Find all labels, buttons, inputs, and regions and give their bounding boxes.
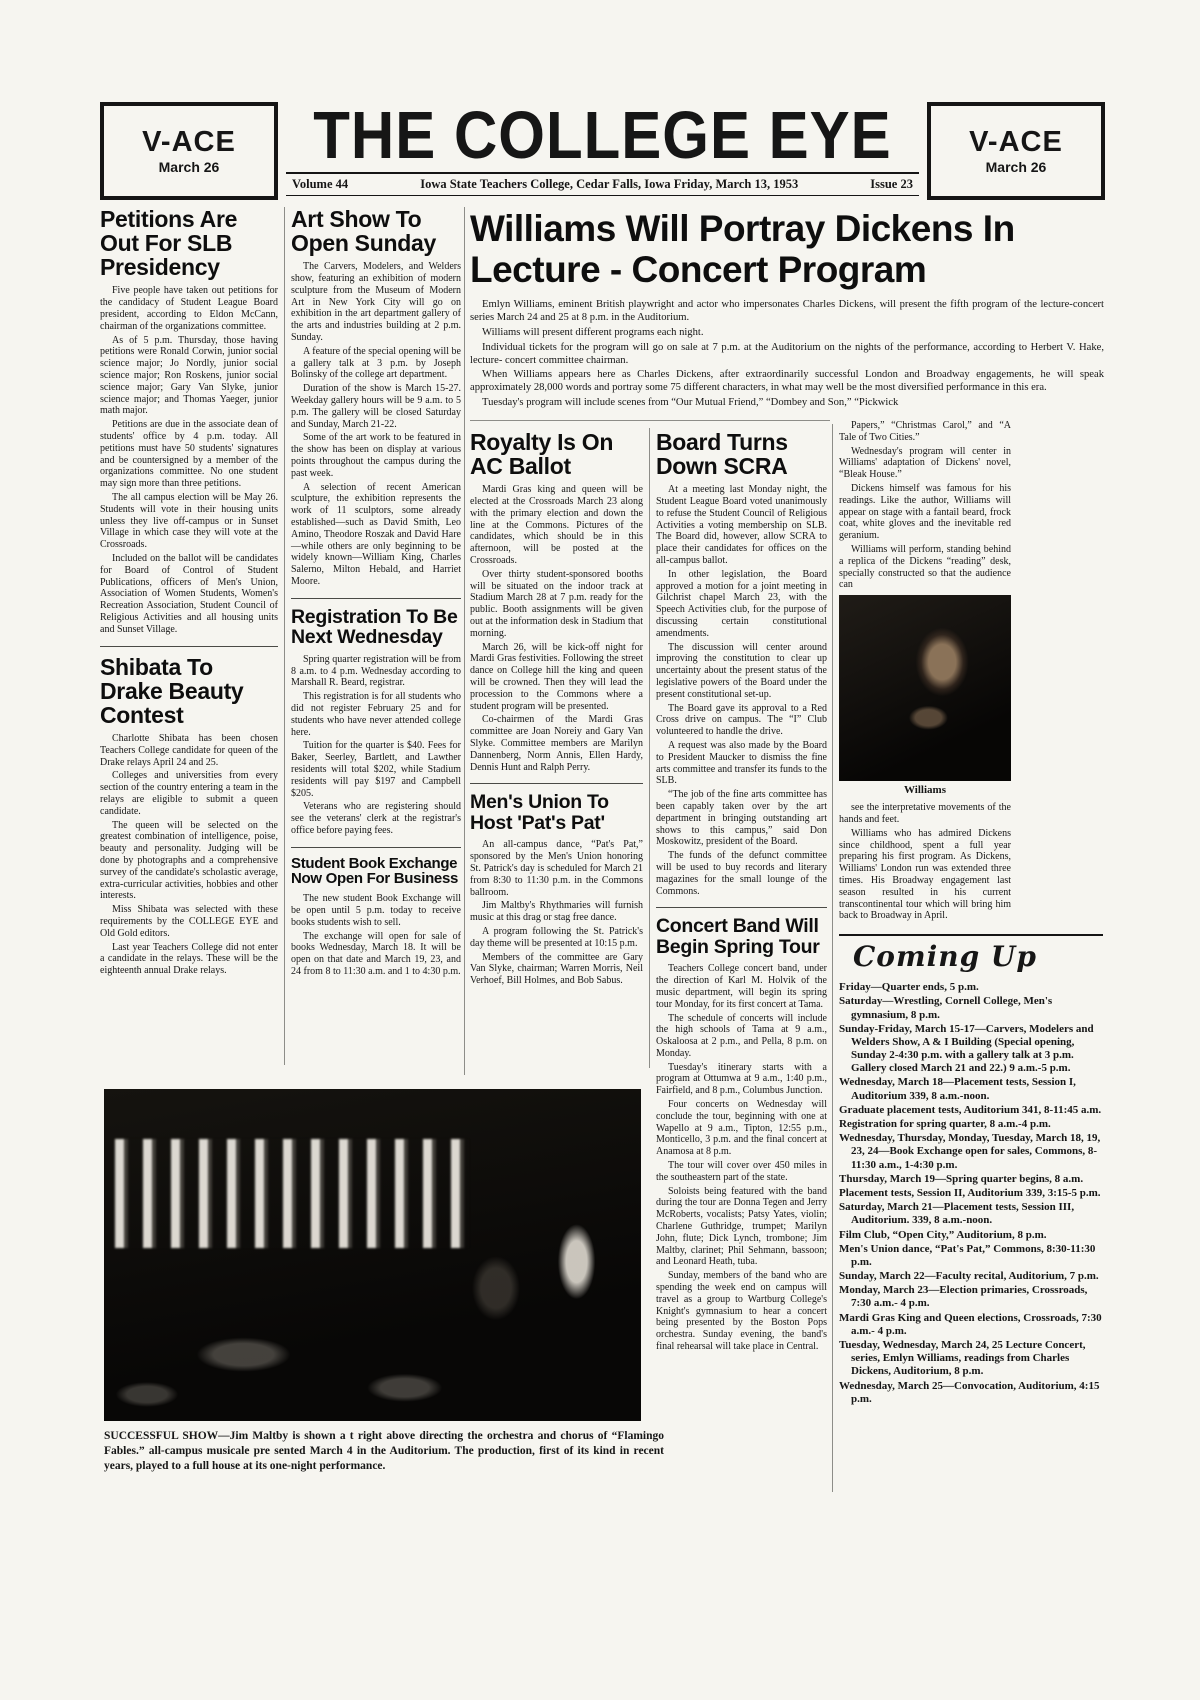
paragraph: Teachers College concert band, under the direction of Karl M. Holvik of the music department, will begin its spring tour Monday, for its first concert at Tama. xyxy=(656,963,827,1010)
article-royalty xyxy=(470,430,643,773)
dateline-bar xyxy=(286,172,919,196)
paragraph: A program following the St. Patrick's day theme will be presented at 10:15 p.m. xyxy=(470,925,643,949)
column-1 xyxy=(100,207,278,979)
coming-up-item: Film Club, “Open City,” Auditorium, 8 p.m. xyxy=(839,1228,1047,1241)
article-concert-band xyxy=(656,907,827,1352)
main-headline: Williams Will Portray Dickens In Lecture - Concert Program xyxy=(470,208,1015,291)
coming-up-item: Sunday, March 22—Faculty recital, Auditorium, 7 p.m. xyxy=(839,1270,1099,1283)
paragraph: Last year Teachers College did not enter a candidate in the relays. These will be the eighteenth annual Drake relays. xyxy=(100,941,278,977)
show-photo-figure xyxy=(104,1089,664,1474)
coming-up-item: Placement tests, Session II, Auditorium 339, 3:15-5 p.m. xyxy=(839,1186,1101,1199)
paragraph: Soloists being featured with the band during the tour are Donna Tegen and Jerry McRoberts, vocalists; Patsy Yates, violin; Charlene Guthridge, trumpet; Marilyn John, flute; Dick Lynch, trombone; Jim Maltby, clarinet; Phil Sehmann, bassoon; and Leonard Heath, tuba. xyxy=(656,1185,827,1268)
column-3 xyxy=(470,430,643,1082)
article-headline: Shibata To Drake Beauty Contest xyxy=(100,653,244,728)
paragraph: The all campus election will be May 26. Students will vote in their housing units unless they live off-campus or in Sunset Village in which case they will vote at the Crossroads. xyxy=(100,491,278,551)
paragraph: Veterans who are registering should see the veterans' clerk at the registrar's office before paying fees. xyxy=(291,801,461,836)
paragraph: Over thirty student-sponsored booths will be situated on the indoor track at Stadium March 28 at 7 p.m. ready for the public. Booth assignments will be given out at the information desk in Stadium that morning. xyxy=(470,568,643,639)
coming-up-item: Friday—Quarter ends, 5 p.m. xyxy=(839,981,979,994)
paragraph: The new student Book Exchange will be open until 5 p.m. today to receive books students wish to sell. xyxy=(291,893,461,928)
vace-date: March 26 xyxy=(985,158,1047,175)
coming-up-item: Sunday-Friday, March 15-17—Carvers, Modelers and Welders Show, A & I Building (Special opening, Sunday 2-4:30 p.m. with a gallery talk at 3 p.m. Gallery closed March 21 and 22.) 9 a.m.-5 p.m. xyxy=(839,1022,1094,1075)
paragraph: Williams will perform, standing behind a replica of the Dickens “reading” desk, specially constructed so that the audience can xyxy=(839,543,1011,591)
column-4 xyxy=(656,430,827,1355)
paragraph: The tour will cover over 450 miles in the southeastern part of the state. xyxy=(656,1160,827,1183)
paper-title: THE COLLEGE EYE xyxy=(313,97,892,173)
coming-up-item: Mardi Gras King and Queen elections, Crossroads, 7:30 a.m.- 4 p.m. xyxy=(839,1311,1102,1337)
article-headline: Board Turns Down SCRA xyxy=(656,429,788,480)
paragraph: Four concerts on Wednesday will conclude the tour, beginning with one at Wapello at 9 a.m., Tipton, 12:55 p.m., Monticello, 3 p.m. and the final concert at Anamosa at 8 p.m. xyxy=(656,1099,827,1158)
column-divider xyxy=(832,424,833,1492)
article-body xyxy=(656,963,827,1353)
paragraph: Sunday, members of the band who are spending the week end on campus will travel as a group to Wartburg College's Knight's gymnasium to hear a concert being presented by the Boston Pops orchestra. Sunday evening, the band's final rehearsal will take place in Central. xyxy=(656,1270,827,1353)
paragraph: Duration of the show is March 15-27. Weekday gallery hours will be 9 a.m. to 5 p.m. The gallery will be closed Saturday and Sunday, March 21-22. xyxy=(291,383,461,430)
show-photo-caption: SUCCESSFUL SHOW—Jim Maltby is shown a t right above directing the orchestra and chorus of “Flamingo Fables.” all-campus musicale pre sented March 4 in the Auditorium. The production, first of its kind in recent years, played to a full house at its one-night performance. xyxy=(104,1430,664,1472)
coming-up-item: Graduate placement tests, Auditorium 341, 8-11:45 a.m. xyxy=(839,1103,1102,1116)
paragraph: The discussion will center around improving the constitution to clear up uncertainty about the present status of the legislative powers of the Board under the present constitutional set-up. xyxy=(656,641,827,700)
paragraph: Miss Shibata was selected with these requirements by the COLLEGE EYE and Old Gold editors. xyxy=(100,904,278,939)
article-headline: Royalty Is On AC Ballot xyxy=(470,430,614,480)
paragraph: When Williams appears here as Charles Dickens, after extraordinarily successful London and Broadway engagements, he will speak approximately 28,000 words and portray some 75 different characters, in what may well be the most diversified performance in this era. xyxy=(470,369,1104,394)
article-body xyxy=(291,261,461,588)
vace-box-right xyxy=(927,102,1105,200)
coming-up-item: Saturday—Wrestling, Cornell College, Men's gymnasium, 8 p.m. xyxy=(839,995,1053,1021)
article-body xyxy=(291,654,461,837)
vace-label: V-ACE xyxy=(969,125,1063,158)
paragraph: Williams will present different programs each night. xyxy=(482,326,704,338)
paragraph: At a meeting last Monday night, the Student League Board voted unanimously to refuse the Student Council of Religious Activities a voting membership on SLB. The Board did, however, allow SCRA to place their candidates for offices on the all-campus ballot. xyxy=(656,484,827,567)
paragraph: A selection of recent American sculpture, the exhibition represents the work of 11 sculptors, some already established—such as David Smith, Leo Amino, Theodore Roszak and David Hare—while others are only beginning to be widely known—William King, Charles Salerno, Milton Hebald, and Harriet Moore. xyxy=(291,481,461,587)
article-body xyxy=(656,484,827,897)
coming-up-item: Wednesday, Thursday, Monday, Tuesday, March 18, 19, 23, 24—Book Exchange open for sales, Commons, 8-11:30 a.m., 1-4:30 p.m. xyxy=(839,1132,1101,1171)
article-body xyxy=(291,893,461,978)
paragraph: Jim Maltby's Rhythmaries will furnish music at this drag or stag free dance. xyxy=(470,900,643,924)
paragraph: see the interpretative movements of the hands and feet. xyxy=(839,802,1011,825)
paragraph: Williams who has admired Dickens since childhood, spent a full year preparing his first program. As Dickens, Williams' London run was extended three times. His Broadway engagement last season resulted in his current transcontinental tour which will bring him back to Broadway in April. xyxy=(839,827,1011,922)
paragraph: In other legislation, the Board approved a motion for a joint meeting in Gilchrist chapel March 23, with the Speech Activities club, for the purpose of discussing certain constitutional amendments. xyxy=(656,568,827,639)
article-board-scra xyxy=(656,430,827,897)
article-headline: Petitions Are Out For SLB Presidency xyxy=(100,206,238,281)
divider xyxy=(839,934,1103,936)
article-shibata xyxy=(100,646,278,977)
williams-photo-figure xyxy=(839,595,1103,796)
article-body xyxy=(100,285,278,635)
article-headline: Art Show To Open Sunday xyxy=(291,206,436,257)
column-divider xyxy=(284,207,285,1065)
williams-continuation-2 xyxy=(839,802,1011,922)
paragraph: Colleges and universities from every section of the country entering a team in the relays are eligible to submit a queen candidate. xyxy=(100,770,278,817)
column-divider xyxy=(464,207,465,1075)
coming-up-item: Wednesday, March 25—Convocation, Auditorium, 4:15 p.m. xyxy=(839,1379,1100,1405)
paragraph: The Carvers, Modelers, and Welders show, featuring an exhibition of modern sculpture from the Museum of Modern Art in New York City will go on exhibition in the art department gallery of the arts and industries building at 2 p.m. Sunday. xyxy=(291,261,461,344)
paragraph: Dickens himself was famous for his readings. Like the author, Williams will appear on stage with a fantail beard, frock coat, white gloves and the inevitable red geranium. xyxy=(839,482,1011,542)
column-5 xyxy=(839,420,1103,1407)
article-mens-union xyxy=(470,783,643,987)
chorus-line xyxy=(115,1139,469,1249)
williams-photo-caption: Williams xyxy=(904,784,946,797)
coming-up-item: Wednesday, March 18—Placement tests, Session I, Auditorium 339, 8 a.m.-noon. xyxy=(839,1076,1076,1102)
issue-label: Issue 23 xyxy=(870,177,913,191)
masthead-center xyxy=(280,97,925,196)
article-art-show xyxy=(291,207,461,588)
coming-up-list xyxy=(839,981,1103,1406)
paragraph: Spring quarter registration will be from 8 a.m. to 4 p.m. Wednesday according to Marshall R. Beard, registrar. xyxy=(291,653,461,689)
coming-up-item: Thursday, March 19—Spring quarter begins, 8 a.m. xyxy=(839,1172,1084,1185)
publication-dateline: Iowa State Teachers College, Cedar Falls, Iowa Friday, March 13, 1953 xyxy=(420,177,799,191)
coming-up-item: Registration for spring quarter, 8 a.m.-4 p.m. xyxy=(839,1118,1051,1130)
article-headline: Concert Band Will Begin Spring Tour xyxy=(656,915,820,958)
article-headline: Men's Union To Host 'Pat's Pat' xyxy=(470,791,609,834)
paragraph: Some of the art work to be featured in the show has been on display at various points throughout the campus during the past week. xyxy=(291,432,461,479)
paragraph: The exchange will open for sale of books Wednesday, March 18. It will be open on that date and March 19, 23, and 24 from 8 to 11:30 a.m. and 1 to 4:30 p.m. xyxy=(291,930,461,977)
paragraph: Co-chairmen of the Mardi Gras committee are Joan Noreiy and Gary Van Slyke. Committee members are Marilyn Dannenberg, Norm Annis, Ellen Hardy, Dennis Hunt and Ralph Perry. xyxy=(470,714,643,773)
paragraph: “The job of the fine arts committee has been capably taken over by the art department in bringing outstanding art shows to this campus,” said Don Moskowitz, president of the Board. xyxy=(656,789,827,848)
article-registration xyxy=(291,598,461,837)
paragraph: Tuesday's program will include scenes from “Our Mutual Friend,” “Dombey and Son,” “Pickwick xyxy=(482,397,899,409)
paragraph: The schedule of concerts will include the high schools of Tama at 9 a.m., Oskaloosa at 2 p.m., and Pella, 8 p.m. on Monday. xyxy=(656,1012,827,1059)
paragraph: Charlotte Shibata has been chosen Teachers College candidate for queen of the Drake relays April 24 and 25. xyxy=(100,732,278,768)
column-2 xyxy=(291,207,461,980)
article-body xyxy=(470,484,643,773)
vace-box-left xyxy=(100,102,278,200)
paragraph: Wednesday's program will center in Williams' adaptation of Dickens' novel, “Bleak House.” xyxy=(839,445,1011,481)
paragraph: The Board gave its approval to a Red Cross drive on campus. The “I” Club volunteered to handle the drive. xyxy=(656,702,827,738)
coming-up-section xyxy=(839,934,1103,1406)
coming-up-item: Men's Union dance, “Pat's Pat,” Commons, 8:30-11:30 p.m. xyxy=(839,1242,1096,1268)
masthead xyxy=(100,97,1105,196)
paragraph: As of 5 p.m. Thursday, those having petitions were Ronald Corwin, junior social science major; Jo Nordly, junior social science major; Ron Roskens, junior social science major; Gary Van Slyke, junior science major; and Thomas Yaeger, junior math major. xyxy=(100,334,278,417)
coming-up-item: Saturday, March 21—Placement tests, Session III, Auditorium. 339, 8 a.m.-noon. xyxy=(839,1201,1075,1227)
williams-continuation xyxy=(839,420,1011,591)
article-headline: Registration To Be Next Wednesday xyxy=(291,605,458,649)
coming-up-item: Monday, March 23—Election primaries, Crossroads, 7:30 a.m.- 4 p.m. xyxy=(839,1284,1088,1310)
article-lede xyxy=(470,299,1104,410)
paragraph: A feature of the special opening will be a gallery talk at 3 p.m. by Joseph Bolinsky of the college art department. xyxy=(291,345,461,381)
paragraph: Individual tickets for the program will go on sale at 7 p.m. at the Auditorium on the nights of the performance, according to Herbert V. Hake, lecture- concert committee chairman. xyxy=(470,341,1104,366)
volume-label: Volume 44 xyxy=(292,177,349,191)
coming-up-title: Coming Up xyxy=(853,940,1037,974)
paragraph: Members of the committee are Gary Van Slyke, chairman; Warren Morris, Neil Verhoef, Bill Holmes, and Bob Sabus. xyxy=(470,951,643,987)
paragraph: Tuesday's itinerary starts with a program at Ottumwa at 9 a.m., 1:40 p.m., Fairfield, and 8 p.m., Columbus Junction. xyxy=(656,1061,827,1097)
article-petitions xyxy=(100,207,278,636)
paragraph: This registration is for all students who did not register February 25 and for students who have never attended college here. xyxy=(291,691,461,738)
paragraph: Mardi Gras king and queen will be elected at the Crossroads March 23 along with the primary election and down the line at the Commons. Pictures of the candidates, which should be in this afternoon, will be posted at the Crossroads. xyxy=(470,484,643,567)
article-body xyxy=(470,839,643,987)
coming-up-item: Tuesday, Wednesday, March 24, 25 Lecture Concert, series, Emlyn Williams, readings from Charles Dickens, Auditorium, 8 p.m. xyxy=(839,1339,1086,1378)
paragraph: Tuition for the quarter is $40. Fees for Baker, Seerley, Bartlett, and Lawther residents will total $202, while Stadium residents will pay $197 and Campbell $205. xyxy=(291,740,461,799)
paragraph: Emlyn Williams, eminent British playwright and actor who impersonates Charles Dickens, will present the fifth program of the lecture-concert series March 24 and 25 at 8 p.m. in the Auditorium. xyxy=(470,298,1104,323)
column-divider xyxy=(649,428,650,1068)
paragraph: A request was also made by the Board to President Maucker to dismiss the fine arts committee and transfer its funds to the SLB. xyxy=(656,740,827,787)
paragraph: An all-campus dance, “Pat's Pat,” sponsored by the Men's Union honoring St. Patrick's day is scheduled for March 21 from 8:30 to 11:30 p.m. in the Commons ballroom. xyxy=(470,839,643,898)
paragraph: Five people have taken out petitions for the candidacy of Student League Board president, according to Eldon McCann, chairman of the organizations committee. xyxy=(100,285,278,332)
vace-label: V-ACE xyxy=(142,125,236,158)
paragraph: Petitions are due in the associate dean of students' office by 4 p.m. today. All petitions must have 50 students' signatures and be countersigned by a member of the organizations committee. No one student may sign more than three petitions. xyxy=(100,419,278,490)
vace-date: March 26 xyxy=(158,158,220,175)
paragraph: The funds of the defunct committee will be used to buy records and literary magazines for the small lounge of the Commons. xyxy=(656,850,827,897)
article-headline: Student Book Exchange Now Open For Business xyxy=(291,854,459,888)
paragraph: The queen will be selected on the greatest combination of intelligence, poise, beauty and personality. Judging will be done by photographs and a comprehensive survey of the candidate's scholastic average, extra-curricular activities, hobbies and other interests. xyxy=(100,819,278,902)
paragraph: March 26, will be kick-off night for Mardi Gras festivities. Following the street dance on College hill the king and queen will be crowned. Then they will lead the procession to the Commons where a student program will be presented. xyxy=(470,641,643,712)
paragraph: Included on the ballot will be candidates for Board of Control of Student Publications, officers of Men's Union, Association of Women Students, Women's Recreation Association, Student Council of Religious Activities and all housing units and Sunset Village. xyxy=(100,552,278,635)
article-book-exchange xyxy=(291,847,461,978)
show-photo xyxy=(104,1089,641,1421)
section-divider xyxy=(470,420,830,421)
paragraph: Papers,” “Christmas Carol,” and “A Tale of Two Cities.” xyxy=(839,420,1011,443)
article-body xyxy=(100,733,278,977)
article-williams-lead xyxy=(470,208,1104,412)
williams-photo xyxy=(839,595,1011,781)
